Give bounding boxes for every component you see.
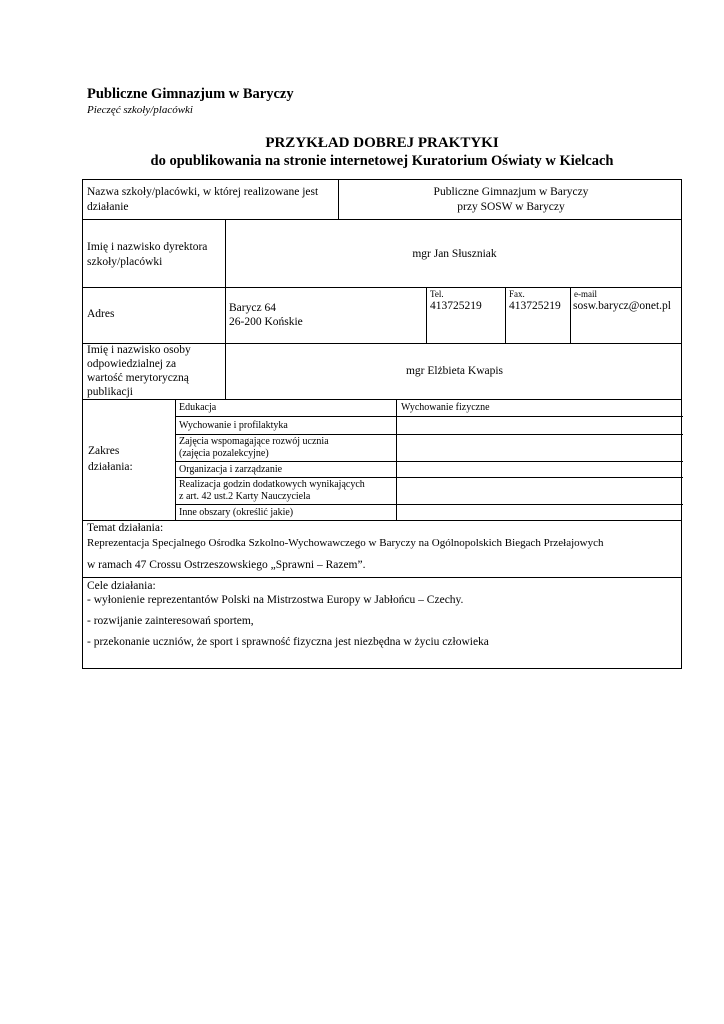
responsible-label-line3: wartość merytoryczną (87, 372, 189, 384)
goal-item: - rozwijanie zainteresowań sportem, (87, 615, 254, 627)
fax-label: Fax. (509, 289, 525, 299)
responsible-label-line1: Imię i nazwisko osoby (87, 344, 191, 356)
responsible-value: mgr Elżbieta Kwapis (405, 365, 504, 377)
scope-label-line2: działania: (88, 461, 133, 473)
stamp-label: Pieczęć szkoły/placówki (87, 104, 193, 116)
responsible-label-line2: odpowiedzialnej za (87, 358, 177, 370)
director-value: mgr Jan Słuszniak (412, 248, 497, 260)
scope-divider (175, 416, 683, 417)
scope-item-organization: Organizacja i zarządzanie (179, 464, 283, 475)
col-divider (505, 287, 506, 343)
row-divider (83, 219, 681, 220)
topic-label: Temat działania: (87, 522, 164, 534)
school-label-line2: działanie (87, 201, 129, 213)
row-divider (83, 577, 681, 578)
email-value: sosw.barycz@onet.pl (573, 300, 671, 312)
school-value-line1: Publiczne Gimnazjum w Baryczy (433, 186, 589, 198)
school-value-line2: przy SOSW w Baryczy (457, 201, 565, 213)
scope-item-education-value: Wychowanie fizyczne (401, 402, 490, 413)
director-label-line2: szkoły/placówki (87, 256, 163, 268)
scope-divider (175, 477, 683, 478)
tel-label: Tel. (430, 289, 444, 299)
row-divider (83, 399, 681, 400)
topic-line2: w ramach 47 Crossu Ostrzeszowskiego „Sprawni – Razem”. (87, 559, 366, 571)
school-name-heading: Publiczne Gimnazjum w Baryczy (87, 86, 294, 102)
scope-item-other: Inne obszary (określić jakie) (179, 507, 294, 518)
address-label: Adres (87, 308, 115, 320)
scope-item-support-line2: (zajęcia pozalekcyjne) (179, 448, 269, 459)
fax-value: 413725219 (509, 300, 561, 312)
tel-value: 413725219 (430, 300, 482, 312)
col-divider (175, 399, 176, 520)
scope-label-line1: Zakres (88, 445, 120, 457)
address-line2: 26-200 Końskie (229, 316, 303, 328)
row-divider (83, 520, 681, 521)
scope-item-upbringing: Wychowanie i profilaktyka (179, 420, 288, 431)
address-line1: Barycz 64 (229, 302, 276, 314)
topic-line1: Reprezentacja Specjalnego Ośrodka Szkolno-Wychowawczego w Baryczy na Ogólnopolskich Biegach Przełajowych (87, 537, 604, 549)
row-divider (83, 287, 681, 288)
document-title: PRZYKŁAD DOBREJ PRAKTYKI (265, 135, 499, 151)
col-divider (570, 287, 571, 343)
scope-item-hours-line1: Realizacja godzin dodatkowych wynikających (179, 479, 365, 490)
director-label-line1: Imię i nazwisko dyrektora (87, 241, 208, 253)
school-label-line1: Nazwa szkoły/placówki, w której realizowane jest (87, 186, 319, 198)
scope-item-education: Edukacja (179, 402, 217, 413)
scope-item-support-line1: Zajęcia wspomagające rozwój ucznia (179, 436, 329, 447)
document-subtitle: do opublikowania na stronie internetowej Kuratorium Oświaty w Kielcach (150, 153, 614, 169)
scope-item-hours-line2: z art. 42 ust.2 Karty Nauczyciela (179, 491, 311, 502)
col-divider (396, 399, 397, 520)
practice-form (82, 179, 682, 669)
goals-label: Cele działania: (87, 580, 156, 592)
scope-divider (175, 461, 683, 462)
responsible-label-line4: publikacji (87, 386, 133, 398)
scope-divider (175, 504, 683, 505)
email-label: e-mail (574, 289, 597, 299)
goal-item: - wyłonienie reprezentantów Polski na Mistrzostwa Europy w Jabłońcu – Czechy. (87, 594, 464, 606)
col-divider (426, 287, 427, 343)
goal-item: - przekonanie uczniów, że sport i sprawność fizyczna jest niezbędna w życiu człowieka (87, 636, 489, 648)
scope-divider (175, 434, 683, 435)
